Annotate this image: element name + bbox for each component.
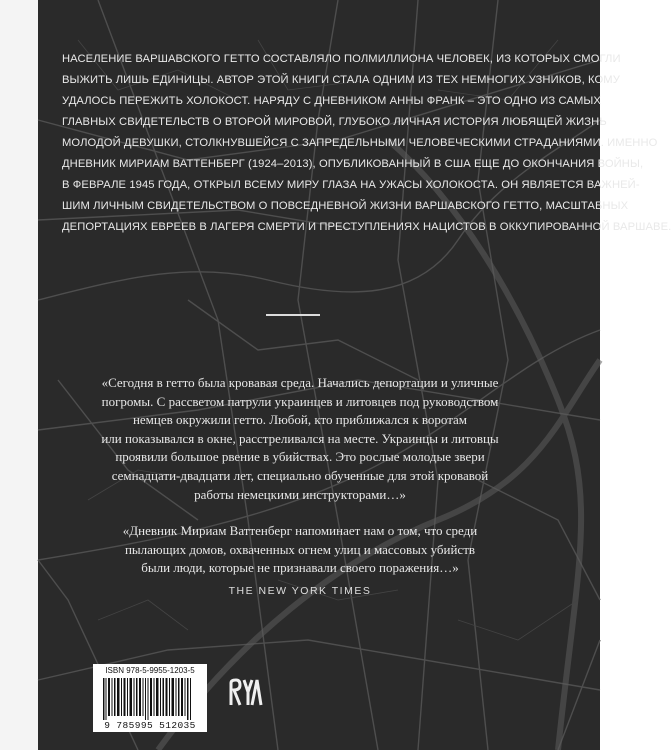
left-margin-strip — [0, 0, 38, 750]
diary-quote — [60, 374, 540, 504]
review-quote — [60, 522, 540, 578]
blurb-line: УДАЛОСЬ ПЕРЕЖИТЬ ХОЛОКОСТ. НАРЯДУ С ДНЕВНИКОМ АННЫ ФРАНК – ЭТО ОДНО ИЗ САМЫХ — [62, 95, 601, 107]
blurb-line: ВЫЖИТЬ ЛИШЬ ЕДИНИЦЫ. АВТОР ЭТОЙ КНИГИ СТАЛА ОДНИМ ИЗ ТЕХ НЕМНОГИХ УЗНИКОВ, КОМУ — [62, 74, 620, 86]
section-divider — [266, 314, 320, 316]
quote-line: или показывался в окне, расстреливался на месте. Украинцы и литовцы — [101, 430, 499, 446]
isbn-text: ISBN 978-5-9955-1203-5 — [105, 666, 195, 675]
blurb-line: МОЛОДОЙ ДЕВУШКИ, СТОЛКНУВШЕЙСЯ С ЗАПРЕДЕЛЬНЫМИ ЧЕЛОВЕЧЕСКИМИ СТРАДАНИЯМИ. ИМЕННО — [62, 137, 658, 149]
quote-line: были люди, которые не признавали своего поражения…» — [141, 560, 459, 576]
quote-line: немцев окружили гетто. Любой, кто приближался к воротам — [132, 412, 468, 428]
quote-line: «Сегодня в гетто была кровавая среда. Начались депортации и уличные — [101, 375, 499, 390]
blurb-line: ШИМ ЛИЧНЫМ СВИДЕТЕЛЬСТВОМ О ПОВСЕДНЕВНОЙ ЖИЗНИ ВАРШАВСКОГО ГЕТТО, МАСШТАБНЫХ — [62, 200, 629, 212]
quote-line: погромы. С рассветом патрули украинцев и литовцев под руководством — [101, 393, 499, 409]
review-source: THE NEW YORK TIMES — [228, 585, 372, 597]
quote-line: проявили большое рвение в убийствах. Это рослые молодые звери — [115, 449, 485, 465]
blurb-line: ГЛАВНЫХ СВИДЕТЕЛЬСТВ О ВТОРОЙ МИРОВОЙ, ГЛУБОКО ЛИЧНАЯ ИСТОРИЯ ЛЮБЯЩЕЙ ЖИЗНЬ — [62, 116, 607, 128]
blurb-line: В ФЕВРАЛЕ 1945 ГОДА, ОТКРЫЛ ВСЕМУ МИРУ ГЛАЗА НА УЖАСЫ ХОЛОКОСТА. ОН ЯВЛЯЕТСЯ ВАЖНЕЙ- — [62, 179, 640, 191]
blurb-line: ДЕПОРТАЦИЯХ ЕВРЕЕВ В ЛАГЕРЯ СМЕРТИ И ПРЕСТУПЛЕНИЯХ НАЦИСТОВ В ОККУПИРОВАННОЙ ВАРШАВЕ. — [62, 221, 671, 233]
publisher-logo-mark — [228, 677, 262, 707]
barcode-label — [93, 664, 207, 732]
quote-line: работы немецкими инструкторами…» — [194, 486, 406, 502]
blurb-line: ДНЕВНИК МИРИАМ ВАТТЕНБЕРГ (1924–2013), ОПУБЛИКОВАННЫЙ В США ЕЩЕ ДО ОКОНЧАНИЯ ВОЙНЫ, — [62, 158, 644, 170]
quote-line: «Дневник Мириам Ваттенберг напоминает нам о том, что среди — [122, 523, 478, 538]
quote-line: пылающих домов, охваченных огнем улиц и массовых убийств — [124, 541, 476, 557]
description-blurb — [62, 49, 671, 238]
quote-line: семнадцати-двадцати лет, специально обученные для этой кровавой — [111, 467, 489, 483]
publisher-logo — [228, 677, 262, 707]
barcode-digits: 9 785995 512035 — [104, 720, 196, 731]
blurb-line: НАСЕЛЕНИЕ ВАРШАВСКОГО ГЕТТО СОСТАВЛЯЛО ПОЛМИЛЛИОНА ЧЕЛОВЕК, ИЗ КОТОРЫХ СМОГЛИ — [62, 53, 621, 65]
